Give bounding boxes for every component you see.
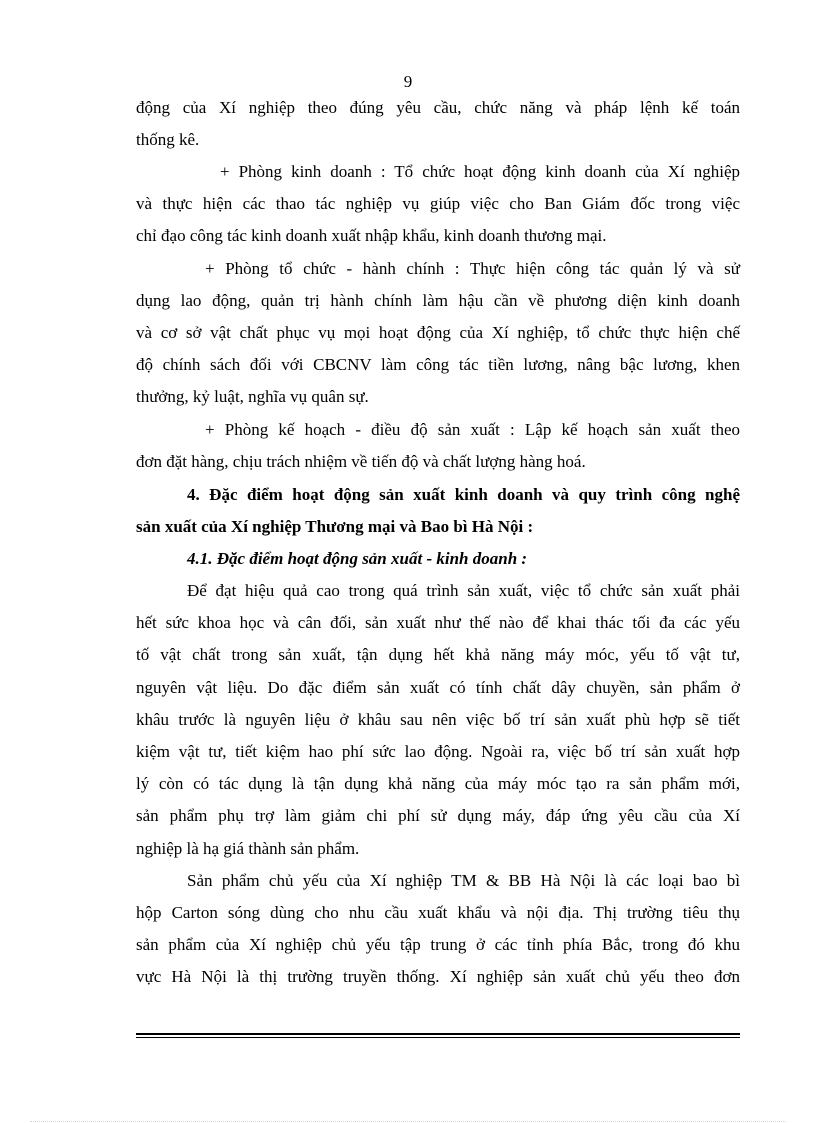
text-line: hộp Carton sóng dùng cho nhu cầu xuất khẩu và nội địa. Thị trường tiêu thụ: [136, 903, 740, 922]
text-line: + Phòng tổ chức - hành chính : Thực hiện công tác quản lý và sử: [205, 259, 740, 278]
section-heading-line: sản xuất của Xí nghiệp Thương mại và Bao bì Hà Nội :: [136, 517, 534, 536]
text-line: chỉ đạo công tác kinh doanh xuất nhập khẩu, kinh doanh thương mại.: [136, 226, 607, 245]
text-line: nguyên vật liệu. Do đặc điểm sản xuất có tính chất dây chuyền, sản phẩm ở: [136, 678, 740, 697]
text-line: thống kê.: [136, 130, 200, 149]
text-line: thưởng, kỷ luật, nghĩa vụ quân sự.: [136, 387, 369, 406]
text-line: độ chính sách đối với CBCNV làm công tác tiền lương, nâng bậc lương, khen: [136, 355, 740, 374]
text-line: hết sức khoa học và cân đối, sản xuất như thế nào để khai thác tối đa các yếu: [136, 613, 740, 632]
text-line: sản phẩm của Xí nghiệp chủ yếu tập trung ở các tỉnh phía Bắc, trong đó khu: [136, 935, 740, 954]
text-line: Sản phẩm chủ yếu của Xí nghiệp TM & BB Hà Nội là các loại bao bì: [187, 871, 740, 890]
page-bottom-edge: [30, 1121, 786, 1122]
text-line: vực Hà Nội là thị trường truyền thống. Xí nghiệp sản xuất chủ yếu theo đơn: [136, 967, 740, 986]
text-line: lý còn có tác dụng là tận dụng khả năng của máy móc tạo ra sản phẩm mới,: [136, 774, 740, 793]
text-line: sản phẩm phụ trợ làm giảm chi phí sử dụng máy, đáp ứng yêu cầu của Xí: [136, 806, 740, 825]
subsection-heading: 4.1. Đặc điểm hoạt động sản xuất - kinh doanh :: [187, 549, 528, 568]
page-number: 9: [403, 72, 413, 91]
text-line: + Phòng kế hoạch - điều độ sản xuất : Lập kế hoạch sản xuất theo: [205, 420, 740, 439]
section-heading-line: 4. Đặc điểm hoạt động sản xuất kinh doanh và quy trình công nghệ: [187, 485, 740, 504]
text-line: Để đạt hiệu quả cao trong quá trình sản xuất, việc tổ chức sản xuất phải: [187, 581, 740, 600]
text-line: động của Xí nghiệp theo đúng yêu cầu, chức năng và pháp lệnh kế toán: [136, 98, 740, 117]
text-line: + Phòng kinh doanh : Tổ chức hoạt động kinh doanh của Xí nghiệp: [220, 162, 740, 181]
text-line: kiệm vật tư, tiết kiệm hao phí sức lao động. Ngoài ra, việc bố trí sản xuất hợp: [136, 742, 740, 761]
text-line: dụng lao động, quản trị hành chính làm hậu cần về phương diện kinh doanh: [136, 291, 740, 310]
text-line: khâu trước là nguyên liệu ở khâu sau nên việc bố trí sản xuất phù hợp sẽ tiết: [136, 710, 740, 729]
text-line: tố vật chất trong sản xuất, tận dụng hết khả năng máy móc, yếu tố vật tư,: [136, 645, 740, 664]
text-line: đơn đặt hàng, chịu trách nhiệm về tiến độ và chất lượng hàng hoá.: [136, 452, 586, 471]
text-line: nghiệp là hạ giá thành sản phẩm.: [136, 839, 360, 858]
text-line: và thực hiện các thao tác nghiệp vụ giúp việc cho Ban Giám đốc trong việc: [136, 194, 740, 213]
text-line: và cơ sở vật chất phục vụ mọi hoạt động của Xí nghiệp, tổ chức thực hiện chế: [136, 323, 740, 342]
footer-double-rule: [136, 1033, 740, 1038]
